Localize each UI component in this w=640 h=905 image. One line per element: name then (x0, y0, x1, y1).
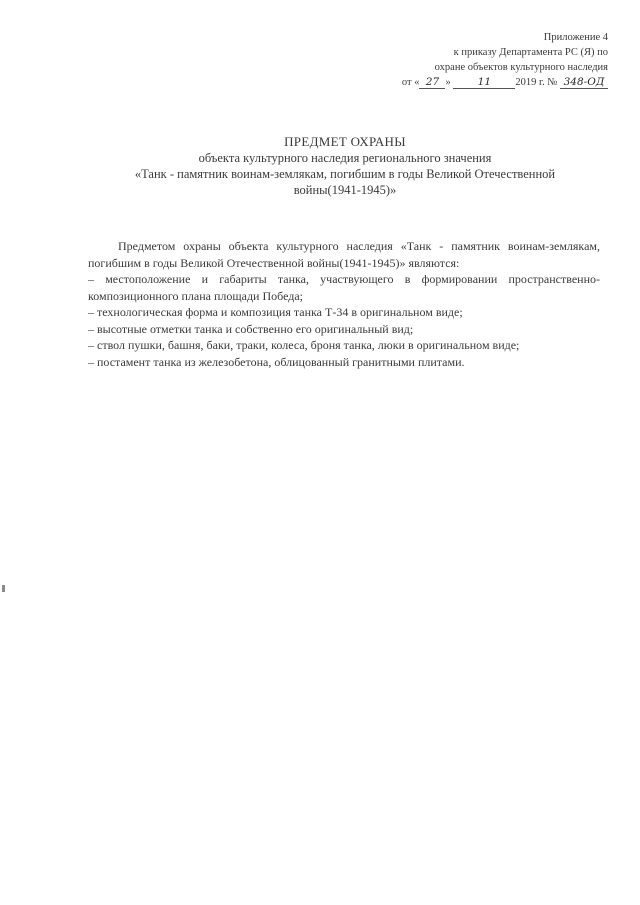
list-item: – технологическая форма и композиция танка Т-34 в оригинальном виде; (88, 305, 463, 319)
appendix-date-line (368, 75, 608, 90)
title-subtitle-1: объекта культурного наследия регионального значения (198, 151, 492, 165)
list-item: – местоположение и габариты танка, участвующего в формировании пространственно-композиционного плана площади Победа; (88, 272, 600, 303)
appendix-number: Приложение 4 (543, 32, 608, 43)
title-subtitle-3: войны(1941-1945)» (293, 183, 397, 197)
body-intro-paragraph: Предметом охраны объекта культурного наследия «Танк - памятник воинам-землякам, погибшим в годы Великой Отечественной войны(1941-1945)» являются: (88, 239, 600, 270)
date-day-handwritten: 27 (419, 76, 445, 89)
document-title-block (90, 134, 600, 198)
list-item: – высотные отметки танка и собственно его оригинальный вид; (88, 321, 414, 336)
appendix-header (368, 30, 608, 90)
order-number-handwritten: 348-ОД (560, 76, 608, 89)
protection-subject-body (88, 238, 600, 370)
date-month-handwritten: 11 (453, 76, 515, 89)
appendix-department: охране объектов культурного наследия (434, 62, 608, 73)
date-year: 2019 г. № (515, 77, 558, 88)
list-item: – ствол пушки, башня, баки, траки, колеса, броня танка, люки в оригинальном виде; (88, 338, 520, 352)
list-item: – постамент танка из железобетона, облицованный гранитными плитами. (88, 354, 465, 369)
title-subtitle-2: «Танк - памятник воинам-землякам, погибшим в годы Великой Отечественной (134, 167, 556, 181)
appendix-order-ref: к приказу Департамента РС (Я) по (453, 47, 608, 58)
document-title: ПРЕДМЕТ ОХРАНЫ (284, 134, 406, 149)
date-prefix: от « (401, 77, 420, 88)
date-mid: » (445, 77, 451, 88)
scan-artifact-mark (2, 585, 5, 592)
